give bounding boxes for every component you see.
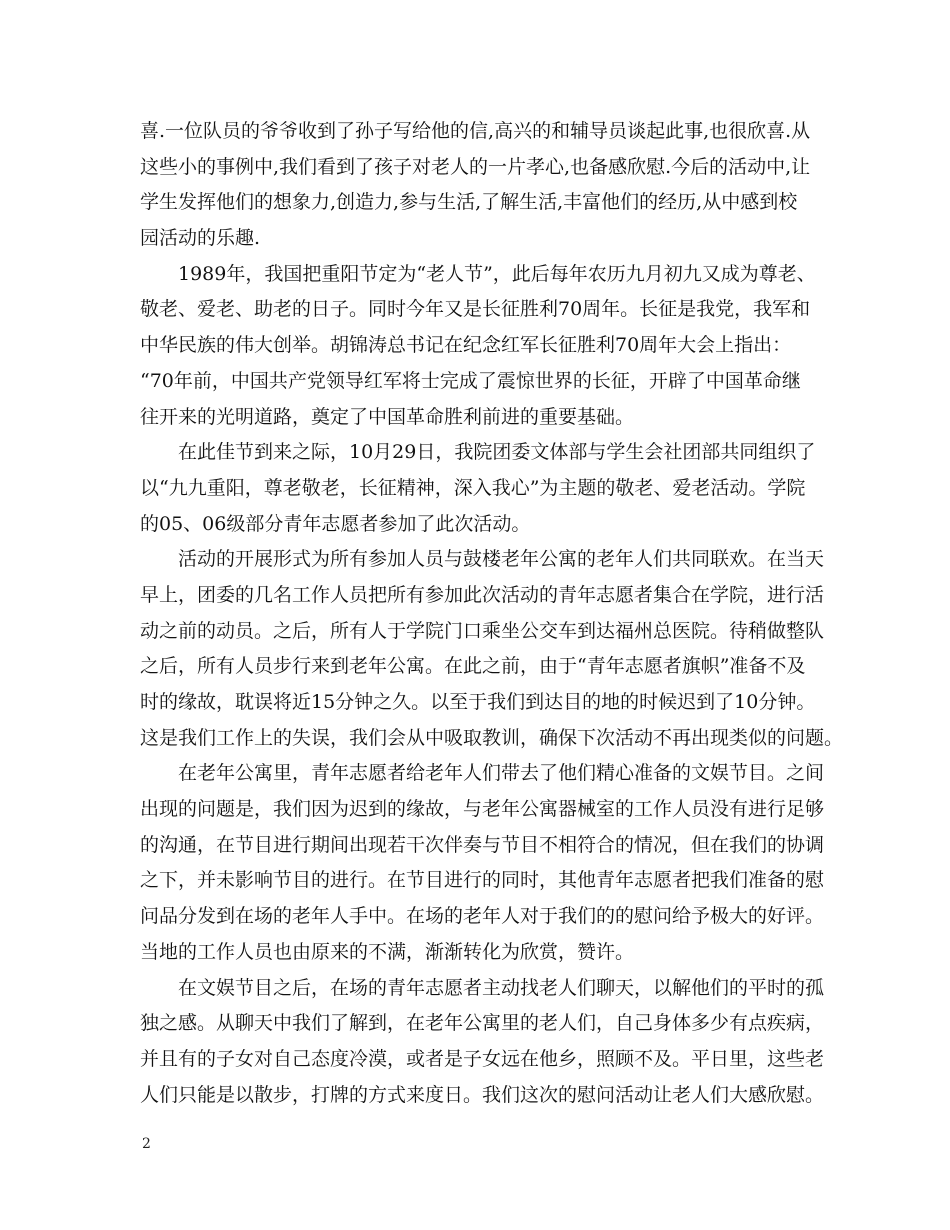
text-line: 独之感。从聊天中我们了解到，在老年公寓里的老人们，自己身体多少有点疾病， [140,1012,825,1035]
text-line: 之下，并未影响节目的进行。在节目进行的同时，其他青年志愿者把我们准备的慰 [140,869,825,892]
text-line: 这是我们工作上的失误，我们会从中吸取教训，确保下次活动不再出现类似的问题。 [140,726,844,749]
text-line: 在文娱节目之后，在场的青年志愿者主动找老人们聊天，以解他们的平时的孤 [140,976,825,999]
page-number: 2 [142,1136,151,1152]
text-line: “70年前，中国共产党领导红军将士完成了震惊世界的长征，开辟了中国革命继 [140,369,801,392]
text-line: 之后，所有人员步行来到老年公寓。在此之前，由于“青年志愿者旗帜”准备不及 [140,655,806,678]
text-line: 往开来的光明道路，奠定了中国革命胜利前进的重要基础。 [140,405,635,428]
text-line: 早上，团委的几名工作人员把所有参加此次活动的青年志愿者集合在学院，进行活 [140,583,825,606]
text-line: 问品分发到在场的老年人手中。在场的老年人对于我们的的慰问给予极大的好评。 [140,905,825,928]
text-line: 当地的工作人员也由原来的不满，渐渐转化为欣赏，赞许。 [140,940,635,963]
text-line: 活动的开展形式为所有参加人员与鼓楼老年公寓的老年人们共同联欢。在当天 [140,548,825,571]
body-text [140,114,844,1113]
text-line: 学生发挥他们的想象力,创造力,参与生活,了解生活,丰富他们的经历,从中感到校 [140,191,798,214]
text-line: 的05、06级部分青年志愿者参加了此次活动。 [140,512,531,535]
text-line: 时的缘故，耽误将近15分钟之久。以至于我们到达目的地的时候迟到了10分钟。 [140,691,816,713]
text-line: 这些小的事例中,我们看到了孩子对老人的一片孝心,也备感欣慰.今后的活动中,让 [140,155,811,178]
text-line: 以“九九重阳，尊老敬老，长征精神，深入我心”为主题的敬老、爱老活动。学院 [140,476,806,499]
text-line: 并且有的子女对自己态度冷漠，或者是子女远在他乡，照顾不及。平日里，这些老 [140,1047,825,1070]
text-line: 人们只能是以散步，打牌的方式来度日。我们这次的慰问活动让老人们大感欣慰。 [140,1083,825,1106]
text-line: 动之前的动员。之后，所有人于学院门口乘坐公交车到达福州总医院。待稍做整队 [140,619,825,642]
text-line: 喜.一位队员的爷爷收到了孙子写给他的信,高兴的和辅导员谈起此事,也很欣喜.从 [140,120,811,142]
text-line: 敬老、爱老、助老的日子。同时今年又是长征胜利70周年。长征是我党，我军和 [140,298,811,321]
text-line: 的沟通，在节目进行期间出现若干次伴奏与节目不相符合的情况，但在我们的协调 [140,833,825,856]
text-line: 1989年，我国把重阳节定为“老人节”，此后每年农历九月初九又成为尊老、 [140,262,816,285]
text-line: 在此佳节到来之际，10月29日，我院团委文体部与学生会社团部共同组织了 [140,441,816,464]
text-line: 出现的问题是，我们因为迟到的缘故，与老年公寓器械室的工作人员没有进行足够 [140,798,825,821]
text-line: 园活动的乐趣. [140,227,261,250]
text-line: 在老年公寓里，青年志愿者给老年人们带去了他们精心准备的文娱节目。之间 [140,762,825,785]
text-line: 中华民族的伟大创举。胡锦涛总书记在纪念红军长征胜利70周年大会上指出： [140,334,792,357]
